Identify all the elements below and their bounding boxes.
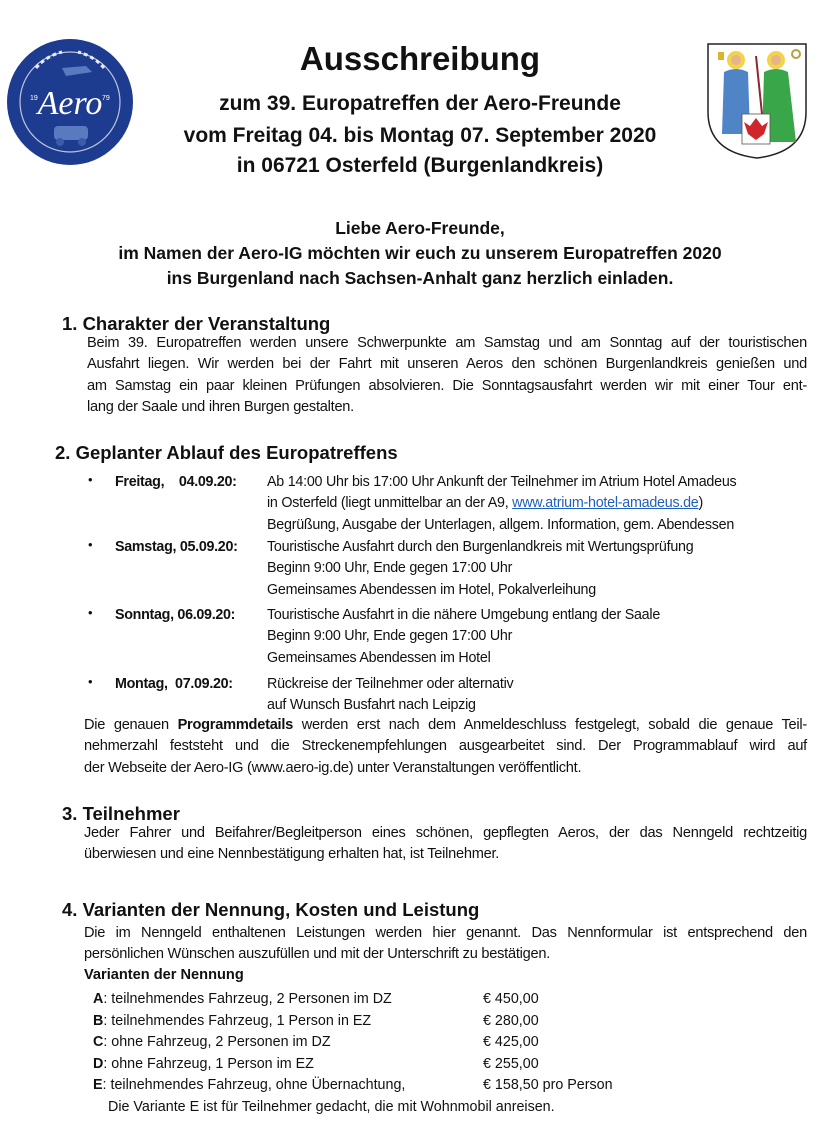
schedule-line: Gemeinsames Abendessen im Hotel (267, 649, 491, 666)
schedule-day: Samstag, 05.09.20: (115, 539, 238, 555)
variant-key: E (93, 1077, 103, 1093)
paragraph-line: Beim 39. Europatreffen werden unsere Schwerpunkte am Samstag und am Sonntag auf der touristischen (87, 335, 807, 351)
schedule-description (267, 472, 736, 536)
paragraph-line: der Webseite der Aero-IG (www.aero-ig.de) unter Veranstaltungen veröffentlicht. (84, 759, 582, 776)
variants-subheading: Varianten der Nennung (84, 967, 244, 983)
event-dates: vom Freitag 04. bis Montag 07. September 2020 (183, 124, 657, 147)
document-title: Ausschreibung (299, 40, 541, 77)
program-note (84, 715, 807, 779)
hotel-website-link[interactable]: www.atrium-hotel-amadeus.de (512, 495, 699, 512)
schedule-line: Beginn 9:00 Uhr, Ende gegen 17:00 Uhr (267, 560, 513, 577)
variant-price: € 255,00 (483, 1056, 539, 1072)
variant-text: : ohne Fahrzeug, 1 Person im EZ (103, 1056, 314, 1072)
variant-text: : teilnehmendes Fahrzeug, ohne Übernachtung, (102, 1077, 406, 1093)
paragraph-line: am Samstag ein paar kleinen Prüfungen absolvieren. Die Sonntagsausfahrt werden wir mit einer Tour ent- (87, 377, 807, 394)
paragraph-line (84, 715, 807, 736)
bullet-icon: • (88, 605, 93, 620)
event-subtitle: zum 39. Europatreffen der Aero-Freunde (219, 92, 621, 115)
variant-text: : teilnehmendes Fahrzeug, 2 Personen im DZ (103, 991, 392, 1007)
schedule-line: Touristische Ausfahrt in die nähere Umgebung entlang der Saale (267, 607, 661, 623)
schedule-line: Touristische Ausfahrt durch den Burgenlandkreis mit Wertungsprüfung (267, 539, 694, 555)
variant-price: € 450,00 (483, 991, 539, 1007)
section-heading-ablauf: 2. Geplanter Ablauf des Europatreffens (55, 442, 398, 463)
schedule-line: Beginn 9:00 Uhr, Ende gegen 17:00 Uhr (267, 628, 513, 645)
paragraph-line: nehmerzahl feststeht und die Streckenempfehlungen ausgearbeitet sind. Der Programmablauf wird auf (84, 738, 807, 755)
schedule-description (267, 674, 513, 717)
variant-row (93, 1056, 314, 1072)
schedule-day: Montag, 07.09.20: (115, 676, 233, 692)
section-paragraph-varianten (84, 923, 807, 966)
variant-key: A (93, 991, 104, 1007)
aero-club-logo-icon (6, 38, 134, 166)
note-bold-text: Programmdetails (177, 717, 294, 733)
variant-price: € 425,00 (483, 1034, 539, 1050)
section-heading-teilnehmer: 3. Teilnehmer (62, 803, 180, 824)
svg-text:Aero: Aero (37, 85, 103, 122)
coat-of-arms-icon (706, 42, 808, 160)
bullet-icon: • (88, 674, 93, 689)
schedule-day: Sonntag, 06.09.20: (115, 607, 236, 623)
section-paragraph-charakter (87, 333, 807, 418)
note-text: werden erst nach dem Anmeldeschluss festgelegt, sobald die genaue Teil- (293, 717, 807, 733)
schedule-text: in Osterfeld (liegt unmittelbar an der A9, (267, 495, 513, 512)
variant-row (93, 991, 392, 1007)
schedule-line: auf Wunsch Busfahrt nach Leipzig (267, 697, 476, 714)
greeting-line: Liebe Aero-Freunde, (335, 218, 505, 238)
paragraph-line: überwiesen und eine Nennbestätigung erhalten hat, ist Teilnehmer. (84, 846, 500, 863)
schedule-day: Freitag, 04.09.20: (115, 474, 237, 490)
section-paragraph-teilnehmer (84, 823, 807, 866)
variant-note: Die Variante E ist für Teilnehmer gedacht, die mit Wohnmobil anreisen. (108, 1099, 555, 1115)
variant-row (93, 1013, 371, 1029)
svg-text:79: 79 (102, 95, 110, 102)
variant-text: : ohne Fahrzeug, 2 Personen im DZ (103, 1034, 331, 1050)
section-heading-varianten: 4. Varianten der Nennung, Kosten und Leistung (62, 899, 480, 920)
paragraph-line: Jeder Fahrer und Beifahrer/Begleitperson eines schönen, gepflegten Aeros, der das Nenngeld rechtzeitig (84, 825, 807, 841)
schedule-line: Begrüßung, Ausgabe der Unterlagen, allgem. Information, gem. Abendessen (267, 516, 735, 533)
schedule-line: Rückreise der Teilnehmer oder alternativ (267, 676, 514, 692)
variant-text: : teilnehmendes Fahrzeug, 1 Person in EZ (103, 1013, 372, 1029)
svg-text:19: 19 (30, 95, 38, 102)
note-text: Die genauen (84, 717, 178, 733)
schedule-line: Ab 14:00 Uhr bis 17:00 Uhr Ankunft der Teilnehmer im Atrium Hotel Amadeus (267, 474, 737, 490)
variant-price: € 158,50 pro Person (483, 1077, 613, 1093)
greeting-line: ins Burgenland nach Sachsen-Anhalt ganz herzlich einladen. (166, 268, 674, 288)
section-heading-charakter: 1. Charakter der Veranstaltung (62, 313, 331, 334)
variant-key: C (93, 1034, 104, 1050)
schedule-line: Gemeinsames Abendessen im Hotel, Pokalverleihung (267, 581, 596, 598)
event-location: in 06721 Osterfeld (Burgenlandkreis) (236, 154, 604, 177)
variant-row (93, 1034, 331, 1050)
variant-key: B (93, 1013, 104, 1029)
variant-price: € 280,00 (483, 1013, 539, 1029)
schedule-line (267, 493, 736, 514)
bullet-icon: • (88, 472, 93, 487)
schedule-description (267, 605, 660, 669)
variant-key: D (93, 1056, 104, 1072)
paragraph-line: persönlichen Wünschen auszufüllen und mit der Unterschrift zu bestätigen. (84, 946, 551, 963)
schedule-text: ) (698, 495, 703, 512)
paragraph-line: Ausfahrt liegen. Wir werden bei der Fahrt mit unseren Aeros den schönen Burgenlandkreis genießen und (87, 356, 807, 373)
bullet-icon: • (88, 537, 93, 552)
schedule-description (267, 537, 693, 601)
paragraph-line: Die im Nenngeld enthaltenen Leistungen werden hier genannt. Das Nennformular ist entsprechend den (84, 925, 807, 941)
variant-row (93, 1077, 405, 1093)
paragraph-line: lang der Saale und ihren Burgen gestalten. (87, 398, 354, 415)
greeting-line: im Namen der Aero-IG möchten wir euch zu unserem Europatreffen 2020 (118, 243, 722, 263)
